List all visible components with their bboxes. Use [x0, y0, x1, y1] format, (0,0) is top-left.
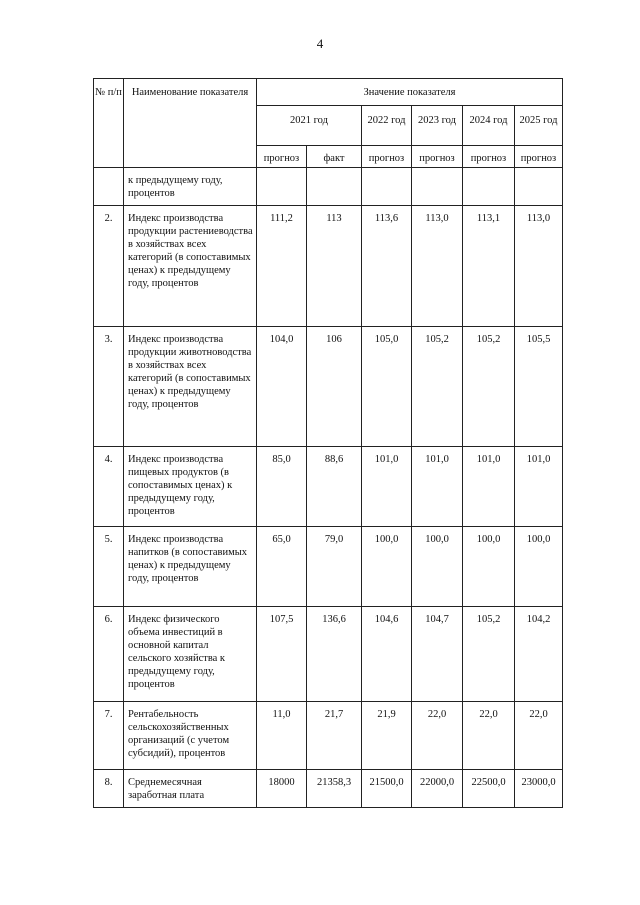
row-number: 8. — [94, 770, 124, 808]
row-number: 6. — [94, 607, 124, 702]
value-cell: 101,0 — [463, 447, 515, 527]
header-col-name: Наименование показателя — [124, 79, 257, 168]
indicator-name: Среднемесячная заработная плата — [124, 770, 257, 808]
value-cell: 105,5 — [515, 327, 563, 447]
value-cell: 100,0 — [515, 527, 563, 607]
header-col-num: № п/п — [94, 79, 124, 168]
value-cell: 22,0 — [515, 702, 563, 770]
row-number: 5. — [94, 527, 124, 607]
indicator-name: Рентабельность сельскохозяйственных организаций (с учетом субсидий), процентов — [124, 702, 257, 770]
value-cell: 11,0 — [257, 702, 307, 770]
header-year-2023: 2023 год — [412, 106, 463, 146]
header-sub-forecast-2022: прогноз — [362, 146, 412, 168]
value-cell: 65,0 — [257, 527, 307, 607]
value-cell: 23000,0 — [515, 770, 563, 808]
table-row — [94, 527, 563, 607]
value-cell: 21358,3 — [307, 770, 362, 808]
value-cell: 107,5 — [257, 607, 307, 702]
indicator-name: Индекс производства продукции животноводства в хозяйствах всех категорий (в сопоставимых ценах) к предыдущему году, процентов — [124, 327, 257, 447]
value-cell: 105,0 — [362, 327, 412, 447]
value-cell: 104,2 — [515, 607, 563, 702]
indicators-table — [93, 78, 563, 808]
value-cell: 104,7 — [412, 607, 463, 702]
value-cell — [515, 168, 563, 206]
table-row — [94, 168, 563, 206]
header-sub-forecast-2021: прогноз — [257, 146, 307, 168]
value-cell: 100,0 — [463, 527, 515, 607]
value-cell: 88,6 — [307, 447, 362, 527]
value-cell — [362, 168, 412, 206]
header-year-2025: 2025 год — [515, 106, 563, 146]
value-cell: 101,0 — [515, 447, 563, 527]
value-cell: 105,2 — [463, 327, 515, 447]
table-row — [94, 702, 563, 770]
value-cell: 101,0 — [362, 447, 412, 527]
header-year-2022: 2022 год — [362, 106, 412, 146]
header-sub-forecast-2024: прогноз — [463, 146, 515, 168]
indicator-name: Индекс физического объема инвестиций в основной капитал сельского хозяйства к предыдущему году, процентов — [124, 607, 257, 702]
header-sub-forecast-2023: прогноз — [412, 146, 463, 168]
indicator-name: Индекс производства продукции растениеводства в хозяйствах всех категорий (в сопоставимых ценах) к предыдущему году, процентов — [124, 206, 257, 327]
row-number — [94, 168, 124, 206]
value-cell: 18000 — [257, 770, 307, 808]
value-cell: 113,6 — [362, 206, 412, 327]
value-cell: 22,0 — [412, 702, 463, 770]
value-cell: 79,0 — [307, 527, 362, 607]
indicator-name: к предыдущему году, процентов — [124, 168, 257, 206]
header-year-2024: 2024 год — [463, 106, 515, 146]
value-cell: 113,0 — [515, 206, 563, 327]
value-cell: 100,0 — [362, 527, 412, 607]
value-cell: 106 — [307, 327, 362, 447]
table-row — [94, 327, 563, 447]
value-cell: 21,9 — [362, 702, 412, 770]
table-row — [94, 206, 563, 327]
value-cell: 113,0 — [412, 206, 463, 327]
value-cell: 22000,0 — [412, 770, 463, 808]
value-cell: 104,6 — [362, 607, 412, 702]
value-cell: 105,2 — [463, 607, 515, 702]
page-number: 4 — [316, 36, 324, 51]
value-cell: 22500,0 — [463, 770, 515, 808]
value-cell: 104,0 — [257, 327, 307, 447]
value-cell — [412, 168, 463, 206]
row-number: 4. — [94, 447, 124, 527]
value-cell: 22,0 — [463, 702, 515, 770]
header-sub-fact-2021: факт — [307, 146, 362, 168]
row-number: 3. — [94, 327, 124, 447]
value-cell — [257, 168, 307, 206]
table-row — [94, 607, 563, 702]
header-sub-forecast-2025: прогноз — [515, 146, 563, 168]
value-cell: 100,0 — [412, 527, 463, 607]
value-cell — [307, 168, 362, 206]
table-row — [94, 770, 563, 808]
row-number: 2. — [94, 206, 124, 327]
header-col-value: Значение показателя — [257, 79, 563, 106]
value-cell: 136,6 — [307, 607, 362, 702]
value-cell: 85,0 — [257, 447, 307, 527]
row-number: 7. — [94, 702, 124, 770]
value-cell: 21500,0 — [362, 770, 412, 808]
value-cell: 21,7 — [307, 702, 362, 770]
value-cell: 105,2 — [412, 327, 463, 447]
value-cell — [463, 168, 515, 206]
value-cell: 101,0 — [412, 447, 463, 527]
value-cell: 113,1 — [463, 206, 515, 327]
table-row — [94, 447, 563, 527]
indicator-name: Индекс производства напитков (в сопоставимых ценах) к предыдущему году, процентов — [124, 527, 257, 607]
value-cell: 113 — [307, 206, 362, 327]
value-cell: 111,2 — [257, 206, 307, 327]
header-year-2021: 2021 год — [257, 106, 362, 146]
indicator-name: Индекс производства пищевых продуктов (в сопоставимых ценах) к предыдущему году, процентов — [124, 447, 257, 527]
